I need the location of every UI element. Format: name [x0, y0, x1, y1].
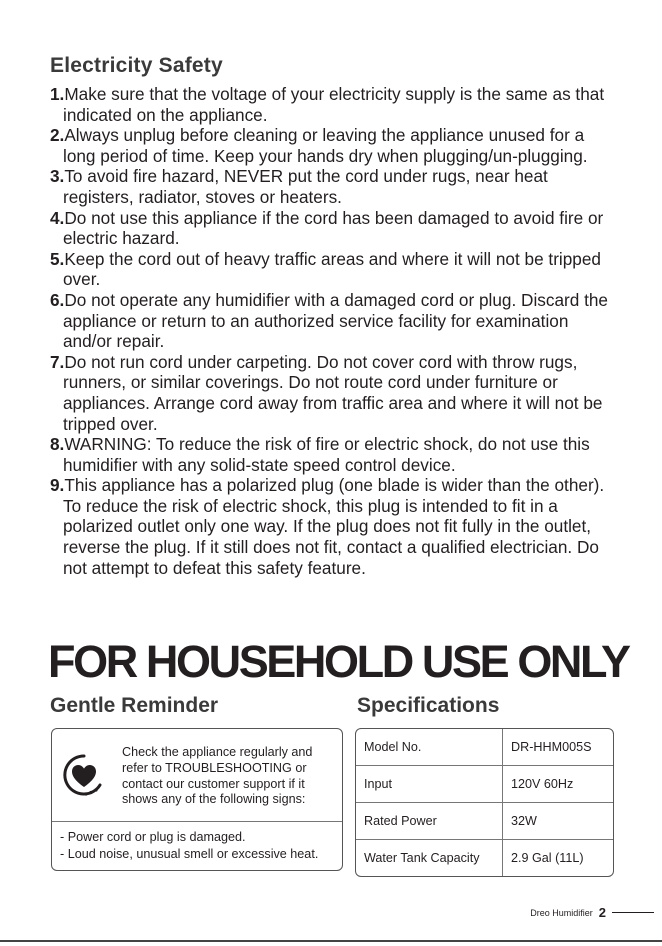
safety-item-text: Always unplug before cleaning or leaving the appliance unused for a long period of time. Keep your hands dry when plugging/un-plugging. [63, 125, 588, 166]
reminder-box [51, 728, 343, 871]
safety-item-text: This appliance has a polarized plug (one blade is wider than the other). To reduce the risk of electric shock, this plug is intended to fit in a polarized outlet only one way. If the plug does not fit fully in the outlet, reverse the plug. If it still does not fit, contact a qualified electrician. Do not attempt to defeat this safety feature. [63, 475, 605, 578]
spec-row [356, 803, 613, 840]
specifications-heading: Specifications [357, 694, 500, 717]
safety-list [50, 84, 620, 578]
spec-label: Water Tank Capacity [356, 840, 503, 876]
safety-item-text: Make sure that the voltage of your electricity supply is the same as that indicated on the appliance. [63, 84, 605, 125]
safety-item-number: 9. [50, 475, 65, 496]
safety-item-text: Do not run cord under carpeting. Do not cover cord with throw rugs, runners, or similar coverings. Do not route cord under furniture or appliances. Arrange cord away from traffic area and where it will not be tripped over. [63, 351, 603, 434]
safety-item-number: 7. [50, 351, 65, 372]
spec-value: 2.9 Gal (11L) [511, 851, 584, 865]
safety-item-number: 5. [50, 248, 65, 269]
electricity-safety-heading: Electricity Safety [50, 54, 223, 77]
safety-item-8 [50, 434, 620, 475]
safety-item-3 [50, 166, 620, 207]
sign-item: - Loud noise, unusual smell or excessive heat. [60, 847, 319, 861]
safety-item-number: 6. [50, 289, 65, 310]
safety-item-2 [50, 125, 620, 166]
spec-label: Model No. [356, 729, 503, 766]
page-footer [530, 905, 654, 920]
spec-label: Rated Power [356, 803, 503, 840]
gentle-reminder-heading: Gentle Reminder [50, 694, 219, 717]
safety-item-text: Do not use this appliance if the cord has been damaged to avoid fire or electric hazard. [63, 207, 604, 249]
heart-icon [60, 751, 108, 799]
safety-item-9 [50, 475, 620, 578]
reminder-divider [52, 821, 342, 822]
bottom-rule [0, 940, 662, 942]
safety-item-7 [50, 352, 620, 434]
footer-rule [612, 912, 654, 913]
sign-item: - Power cord or plug is damaged. [60, 830, 246, 844]
spec-label: Input [356, 766, 503, 803]
signs-list [60, 829, 318, 863]
footer-brand: Dreo Humidifier [530, 907, 593, 918]
safety-item-5 [50, 249, 620, 290]
safety-item-text: To avoid fire hazard, NEVER put the cord under rugs, near heat registers, radiator, stoves or heaters. [63, 166, 548, 207]
safety-item-text: Do not operate any humidifier with a damaged cord or plug. Discard the appliance or return to an authorized service facility for examination and/or repair. [63, 289, 608, 352]
safety-item-number: 4. [50, 207, 65, 228]
specifications-table [355, 728, 614, 877]
spec-value: 32W [503, 803, 613, 840]
spec-value: 120V 60Hz [503, 766, 613, 803]
reminder-text: Check the appliance regularly and refer to TROUBLESHOOTING or contact our customer support if it shows any of the following signs: [122, 745, 313, 807]
safety-item-text: WARNING: To reduce the risk of fire or electric shock, do not use this humidifier with any solid-state speed control device. [63, 434, 590, 475]
page-number: 2 [598, 905, 606, 920]
household-use-heading: FOR HOUSEHOLD USE ONLY [48, 636, 629, 687]
spec-row [356, 766, 613, 803]
safety-item-number: 1. [50, 84, 65, 104]
safety-item-text: Keep the cord out of heavy traffic areas and where it will not be tripped over. [63, 248, 601, 290]
spec-row [356, 840, 613, 876]
safety-item-number: 8. [50, 434, 65, 455]
safety-item-number: 2. [50, 125, 65, 146]
reminder-top [52, 729, 342, 821]
spec-value: DR-HHM005S [503, 729, 613, 766]
safety-item-number: 3. [50, 166, 65, 187]
safety-item-6 [50, 290, 620, 352]
spec-row [356, 729, 613, 766]
safety-item-4 [50, 208, 620, 249]
safety-item-1 [50, 84, 620, 125]
